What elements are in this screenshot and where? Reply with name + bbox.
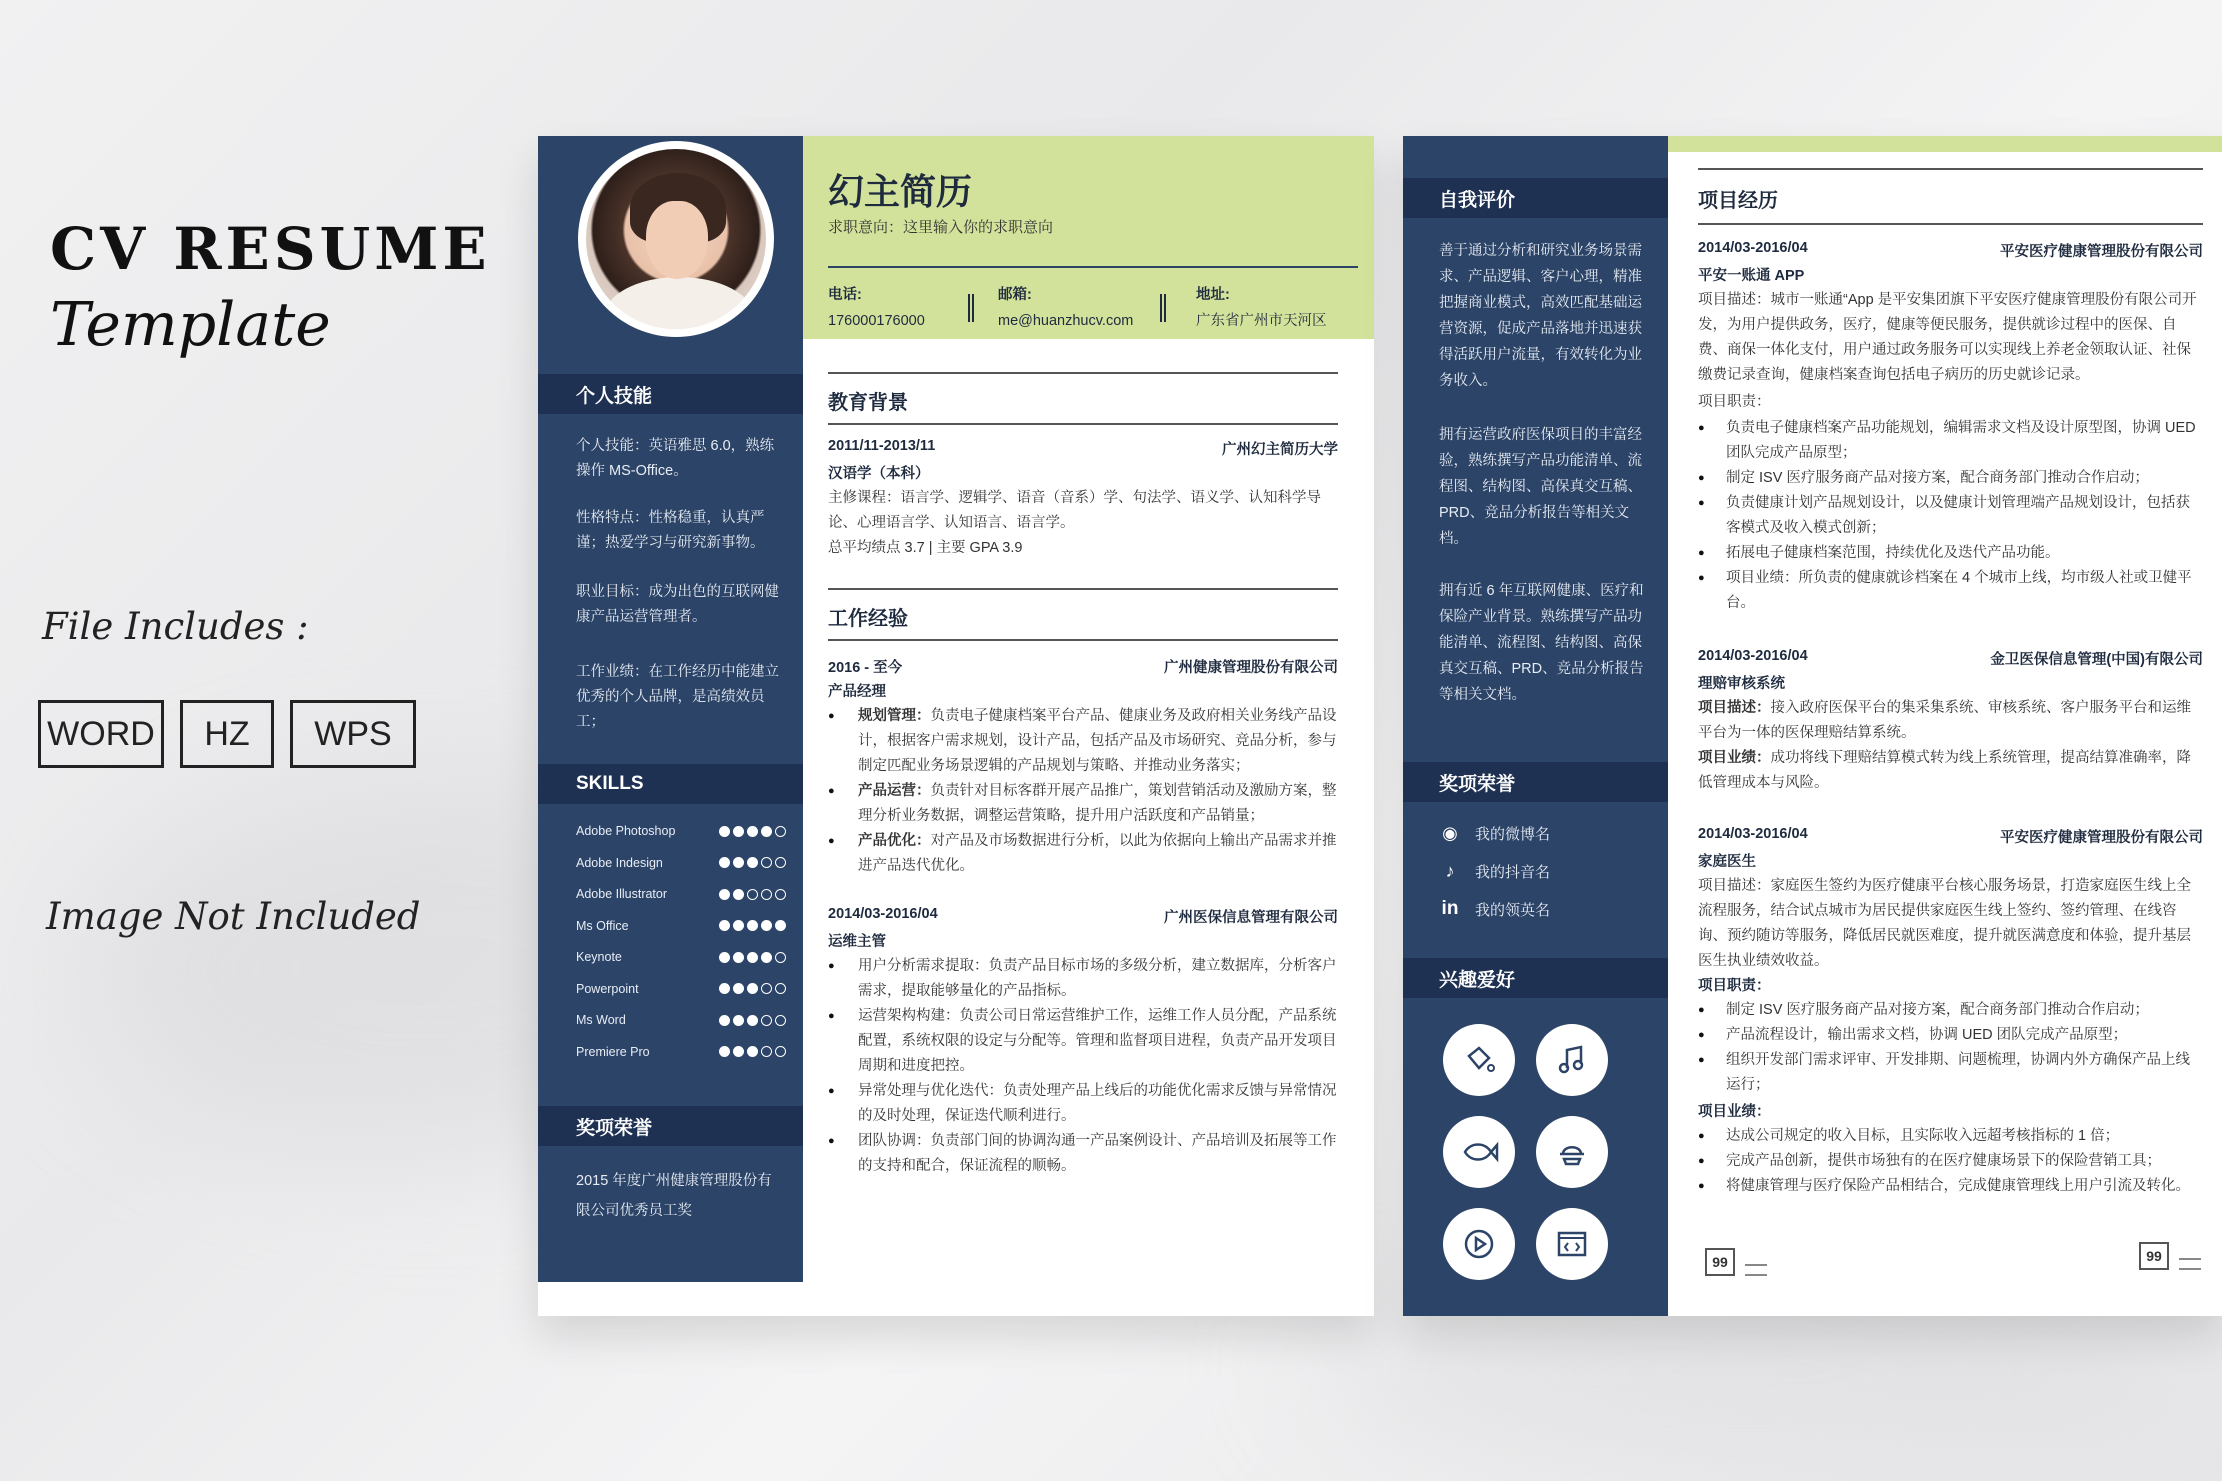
duty-text: 用户分析需求提取：负责产品目标市场的多级分析，建立数据库，分析客户需求，提取能够量化的产品指标。: [858, 958, 1337, 999]
contact-address: [1196, 282, 1327, 334]
duty-label: 规划管理：: [858, 708, 931, 724]
cooking-icon: [1536, 1116, 1608, 1188]
skill-name: Keynote: [576, 950, 622, 964]
personal-skill-text: 工作业绩：在工作经历中能建立优秀的个人品牌，是高绩效员工；: [576, 664, 779, 730]
list-item: ● 组织开发部门需求评审、开发排期、问题梳理，协调内外方确保产品上线运行；: [1698, 1048, 2203, 1098]
list-item: ● 产品流程设计，输出需求文档，协调 UED 团队完成产品原型；: [1698, 1023, 2203, 1048]
project-results: [1698, 1124, 2203, 1199]
project-row: [1698, 826, 2203, 847]
skill-name: Adobe Indesign: [576, 855, 663, 870]
linkedin-icon: in: [1441, 898, 1459, 919]
rating-dot-empty: [761, 1046, 772, 1057]
rating-dot-filled: [719, 952, 730, 963]
skill-rating: [719, 889, 786, 900]
rating-dot-filled: [719, 826, 730, 837]
promo-subtitle: Template: [50, 290, 331, 360]
rating-dot-empty: [775, 1046, 786, 1057]
rating-dot-filled: [719, 1015, 730, 1026]
skill-name: Powerpoint: [576, 981, 639, 996]
contact-separator: [968, 294, 974, 322]
education-row: [828, 438, 1338, 459]
rating-dot-filled: [747, 1046, 758, 1057]
rating-dot-filled: [747, 857, 758, 868]
honors-heading: 奖项荣誉: [1403, 762, 1668, 802]
contact-divider: [828, 266, 1358, 268]
rating-dot-empty: [761, 1015, 772, 1026]
job-intent: 求职意向：这里输入你的求职意向: [828, 219, 1054, 236]
rating-dot-empty: [747, 889, 758, 900]
list-item: [828, 954, 1338, 1004]
skill-name: Ms Word: [576, 1013, 626, 1027]
projects-heading: 项目经历: [1698, 184, 2203, 225]
header-band: [1668, 136, 2222, 152]
rating-dot-filled: [719, 889, 730, 900]
rating-dot-filled: [733, 1015, 744, 1026]
skill-rating: [719, 826, 786, 837]
weibo-link[interactable]: [1439, 822, 1550, 844]
education-heading: 教育背景: [828, 386, 1338, 425]
weibo-icon: ◉: [1442, 822, 1458, 843]
contact-email: [998, 282, 1133, 334]
hobbies-heading: 兴趣爱好: [1403, 958, 1668, 998]
list-item: [828, 779, 1338, 829]
skill-rating: [719, 920, 786, 931]
personal-skill-text: 职业目标：成为出色的互联网健康产品运营管理者。: [576, 584, 779, 625]
douyin-link[interactable]: [1439, 860, 1550, 882]
resume-page-2: [1403, 136, 2222, 1316]
list-item: ● 负责健康计划产品规划设计，以及健康计划管理端产品规划设计，包括获客模式及收入模式创新；: [1698, 491, 2203, 541]
project-row: [1698, 240, 2203, 261]
file-includes-label: File Includes :: [42, 605, 309, 648]
project-duty-label: 项目职责：: [1698, 978, 1771, 994]
list-item: ● 负责电子健康档案产品功能规划，编辑需求文档及设计原型图，协调 UED 团队完成产品原型；: [1698, 416, 2203, 466]
project-duty-label: 项目职责：: [1698, 394, 1771, 410]
education-school: 广州幻主简历大学: [1222, 442, 1338, 458]
job-title: 运维主管: [828, 934, 886, 950]
image-note: Image Not Included: [46, 895, 421, 938]
project-title: 理赔审核系统: [1698, 676, 1785, 692]
desc-label: 项目描述：: [1698, 700, 1771, 716]
result-text: 成功将线下理赔结算模式转为线上系统管理，提高结算准确率，降低管理成本与风险。: [1698, 750, 2191, 791]
job-row: [828, 656, 1338, 677]
duty-text: 运营架构构建：负责公司日常运营维护工作，运维工作人员分配，产品系统配置，系统权限的设定与分配等。管理和监督项目进程，负责产品开发项目周期和进度把控。: [858, 1008, 1337, 1074]
education-major: 汉语学（本科）: [828, 466, 930, 482]
rating-dot-filled: [733, 889, 744, 900]
list-item: ● 将健康管理与医疗保险产品相结合，完成健康管理线上用户引流及转化。: [1698, 1174, 2203, 1199]
text-lines-icon: [1745, 1264, 1767, 1276]
duty-text: 团队协调：负责部门间的协调沟通一产品案例设计、产品培训及拓展等工作的支持和配合，保证流程的顺畅。: [858, 1133, 1337, 1174]
skill-rating: [719, 1046, 786, 1057]
job-company: 广州医保信息管理有限公司: [1164, 910, 1338, 926]
rating-dot-filled: [733, 920, 744, 931]
rating-dot-empty: [761, 889, 772, 900]
skill-row: [576, 1013, 786, 1027]
list-item: [828, 1079, 1338, 1129]
contact-separator: [1160, 294, 1166, 322]
awards-text: 2015 年度广州健康管理股份有限公司优秀员工奖: [576, 1173, 772, 1219]
format-badges: [38, 700, 416, 768]
self-eval-text: 拥有近 6 年互联网健康、医疗和保险产业背景。熟练撰写产品功能清单、流程图、结构图、高保真交互稿、PRD、竞品分析报告等相关文档。: [1439, 583, 1644, 703]
rating-dot-filled: [775, 920, 786, 931]
project-duties: [1698, 416, 2203, 616]
skill-rating: [719, 857, 786, 868]
address-label: 地址:: [1196, 287, 1230, 303]
project-company: 平安医疗健康管理股份有限公司: [2000, 244, 2203, 260]
result-label: 项目业绩：: [1698, 750, 1771, 766]
list-item: ● 达成公司规定的收入目标，且实际收入远超考核指标的 1 倍；: [1698, 1124, 2203, 1149]
rating-dot-filled: [747, 952, 758, 963]
rating-dot-filled: [719, 983, 730, 994]
rating-dot-empty: [761, 857, 772, 868]
skill-row: [576, 919, 786, 933]
rating-dot-filled: [719, 1046, 730, 1057]
skill-rating: [719, 952, 786, 963]
rating-dot-empty: [775, 857, 786, 868]
quote-icon: 99: [1705, 1248, 1735, 1276]
self-eval-text: 拥有运营政府医保项目的丰富经验，熟练撰写产品功能清单、流程图、结构图、高保真交互稿、PRD、竞品分析报告等相关文档。: [1439, 427, 1642, 547]
list-item: [828, 1004, 1338, 1079]
rating-dot-filled: [719, 920, 730, 931]
list-item: ● 拓展电子健康档案范围，持续优化及迭代产品功能。: [1698, 541, 2203, 566]
email-value: me@huanzhucv.com: [998, 313, 1134, 329]
phone-value: 176000176000: [828, 313, 925, 329]
skill-row: [576, 1045, 786, 1059]
duty-text: 对产品及市场数据进行分析，以此为依据向上输出产品需求并推进产品迭代优化。: [858, 833, 1337, 874]
job-date: 2016 - 至今: [828, 660, 903, 676]
rating-dot-empty: [775, 983, 786, 994]
job-duties: [828, 954, 1338, 1179]
linkedin-link[interactable]: [1439, 898, 1550, 920]
self-eval-heading: 自我评价: [1403, 178, 1668, 218]
phone-label: 电话:: [828, 287, 862, 303]
duty-label: 产品优化：: [858, 833, 931, 849]
project-row: [1698, 648, 2203, 669]
awards-heading: 奖项荣誉: [538, 1106, 803, 1146]
promo-title: CV RESUME: [50, 215, 491, 283]
list-item: ● 制定 ISV 医疗服务商产品对接方案，配合商务部门推动合作启动；: [1698, 466, 2203, 491]
project-date: 2014/03-2016/04: [1698, 648, 1808, 664]
duty-text: 负责电子健康档案平台产品、健康业务及政府相关业务线产品设计，根据客户需求规划，设计产品，包括产品及市场研究、竞品分析，参与制定匹配业务场景逻辑的产品规划与策略、并推动业务落实；: [858, 708, 1337, 774]
project-title: 家庭医生: [1698, 854, 1756, 870]
project-company: 平安医疗健康管理股份有限公司: [2000, 830, 2203, 846]
avatar: [578, 141, 774, 337]
list-item: ● 制定 ISV 医疗服务商产品对接方案，配合商务部门推动合作启动；: [1698, 998, 2203, 1023]
rating-dot-empty: [775, 1015, 786, 1026]
paint-bucket-icon: [1443, 1024, 1515, 1096]
badge-hz: HZ: [180, 700, 274, 768]
rating-dot-filled: [747, 826, 758, 837]
job-duties: [828, 704, 1338, 879]
skill-row: [576, 950, 786, 964]
rating-dot-filled: [733, 983, 744, 994]
job-date: 2014/03-2016/04: [828, 906, 938, 922]
skill-row: [576, 856, 786, 870]
address-value: 广东省广州市天河区: [1196, 313, 1327, 329]
rating-dot-filled: [761, 826, 772, 837]
project-company: 金卫医保信息管理(中国)有限公司: [1990, 652, 2203, 668]
job-company: 广州健康管理股份有限公司: [1164, 660, 1338, 676]
email-label: 邮箱:: [998, 287, 1032, 303]
rating-dot-filled: [733, 857, 744, 868]
skill-name: Adobe Photoshop: [576, 824, 676, 838]
sidebar: [538, 136, 803, 1282]
project-desc: [1698, 696, 2203, 746]
project-date: 2014/03-2016/04: [1698, 826, 1808, 842]
rating-dot-filled: [761, 920, 772, 931]
music-icon: [1536, 1024, 1608, 1096]
duty-text: 负责针对目标客群开展产品推广，策划营销活动及激励方案，整理分析业务数据，调整运营策略，提升用户活跃度和产品销量；: [858, 783, 1337, 824]
skill-name: Adobe Illustrator: [576, 887, 668, 901]
rating-dot-filled: [733, 826, 744, 837]
job-title: 产品经理: [828, 684, 886, 700]
badge-word: WORD: [38, 700, 164, 768]
list-item: ● 项目业绩：所负责的健康就诊档案在 4 个城市上线，均市级人社或卫健平台。: [1698, 566, 2203, 616]
project-duties: [1698, 998, 2203, 1098]
skill-rating: [719, 1015, 786, 1026]
linkedin-label: 我的领英名: [1475, 901, 1551, 919]
personal-skills-heading: 个人技能: [538, 374, 803, 414]
list-item: ● 完成产品创新，提供市场独有的在医疗健康场景下的保险营销工具；: [1698, 1149, 2203, 1174]
sidebar: [1403, 136, 1668, 1316]
rating-dot-filled: [719, 857, 730, 868]
project-desc: 项目描述：家庭医生签约为医疗健康平台核心服务场景，打造家庭医生线上全流程服务，结合试点城市为居民提供家庭医生线上签约、签约管理、在线咨询、预约随访等服务，降低居民就医难度，提升就医满意度和体验，提升基层医生执业绩效收益。: [1698, 878, 2191, 969]
work-heading: 工作经验: [828, 602, 1338, 641]
tiktok-icon: ♪: [1445, 860, 1455, 881]
resume-name: 幻主简历: [828, 171, 973, 212]
desc-text: 接入政府医保平台的集采集系统、审核系统、客户服务平台和运维平台为一体的医保理赔结算系统。: [1698, 700, 2191, 741]
education-date: 2011/11-2013/11: [828, 438, 936, 454]
duty-text: 异常处理与优化迭代：负责处理产品上线后的功能优化需求反馈与异常情况的及时处理，保证迭代顺利进行。: [858, 1083, 1337, 1124]
list-item: [828, 829, 1338, 879]
rating-dot-filled: [761, 952, 772, 963]
skill-row: [576, 982, 786, 996]
job-row: [828, 906, 1338, 927]
resume-page-1: [538, 136, 1374, 1316]
skills-heading: SKILLS: [538, 764, 803, 804]
rating-dot-empty: [775, 952, 786, 963]
rating-dot-empty: [775, 889, 786, 900]
rating-dot-filled: [747, 920, 758, 931]
project-result: [1698, 746, 2203, 796]
quote-icon: 99: [2139, 1242, 2169, 1270]
text-lines-icon: [2179, 1258, 2201, 1270]
personal-skill-text: 个人技能：英语雅思 6.0，熟练操作 MS-Office。: [576, 438, 775, 479]
skill-name: Premiere Pro: [576, 1044, 650, 1059]
project-date: 2014/03-2016/04: [1698, 240, 1808, 256]
skill-rating: [719, 983, 786, 994]
contact-phone: [828, 282, 925, 334]
self-eval-text: 善于通过分析和研究业务场景需求、产品逻辑、客户心理，精准把握商业模式，高效匹配基础运营资源，促成产品落地并迅速获得活跃用户流量，有效转化为业务收入。: [1439, 243, 1642, 389]
personal-skill-text: 性格特点：性格稳重，认真严谨；热爱学习与研究新事物。: [576, 510, 765, 551]
code-window-icon: [1536, 1208, 1608, 1280]
fish-icon: [1443, 1116, 1515, 1188]
project-desc: 项目描述：城市一账通“App 是平安集团旗下平安医疗健康管理股份有限公司开发，为用户提供政务，医疗，健康等便民服务，提供就诊过程中的医保、自费、商保一体化支付，用户通过政务服务可以实现线上养老金领取认证、社保缴费记录查询，健康档案查询包括电子病历的历史就诊记录。: [1698, 292, 2197, 383]
skill-name: Ms Office: [576, 918, 629, 933]
list-item: [828, 1129, 1338, 1179]
rating-dot-filled: [733, 952, 744, 963]
duty-label: 产品运营：: [858, 783, 931, 799]
play-video-icon: [1443, 1208, 1515, 1280]
skill-row: [576, 887, 786, 901]
list-item: [828, 704, 1338, 779]
project-title: 平安一账通 APP: [1698, 268, 1805, 284]
rating-dot-filled: [733, 1046, 744, 1057]
douyin-label: 我的抖音名: [1475, 863, 1551, 881]
project-result-label: 项目业绩：: [1698, 1104, 1771, 1120]
education-courses: 主修课程：语言学、逻辑学、语音（音系）学、句法学、语义学、认知科学导论、心理语言学、认知语言、语言学。: [828, 490, 1321, 531]
rating-dot-filled: [747, 1015, 758, 1026]
skill-row: [576, 824, 786, 838]
badge-wps: WPS: [290, 700, 416, 768]
education-gpa: 总平均绩点 3.7 | 主要 GPA 3.9: [828, 540, 1023, 556]
weibo-label: 我的微博名: [1475, 825, 1551, 843]
rating-dot-empty: [761, 983, 772, 994]
rating-dot-empty: [775, 826, 786, 837]
rating-dot-filled: [747, 983, 758, 994]
